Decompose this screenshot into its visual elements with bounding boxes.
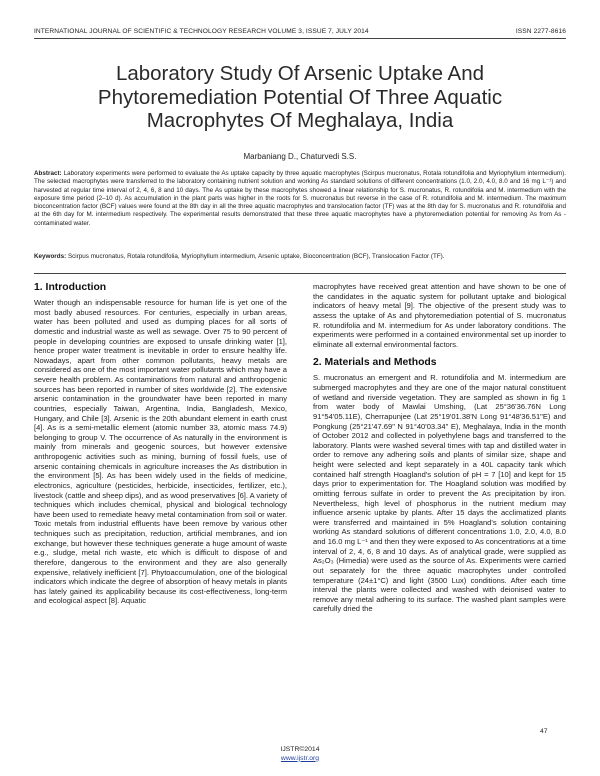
paper-title: Laboratory Study Of Arsenic Uptake And Phytoremediation Potential Of Three Aquatic Macrophytes Of Meghalaya, India [97, 62, 503, 132]
abstract-rule [34, 273, 566, 274]
intro-continued: macrophytes have received great attention and have shown to be one of the candidates in the aquatic system for pollutant uptake and biological indicators of heavy metal [9]. The objective of the present study was to assess the uptake of As and phytoremediation potential of S. mucronatus R. rotundifolia and M. intermedium for As under laboratory conditions. The experiments were performed in a contained environmental set up inorder to eliminate all external environmental factors. [313, 282, 566, 349]
footer-url[interactable]: www.ijstr.org [280, 754, 320, 762]
methods-heading: 2. Materials and Methods [313, 357, 437, 369]
journal-name: INTERNATIONAL JOURNAL OF SCIENTIFIC & TECHNOLOGY RESEARCH VOLUME 3, ISSUE 7, JULY 2014 [34, 28, 369, 35]
intro-body: Water though an indispensable resource for human life is yet one of the most badly abused resources. For centuries, especially in urban areas, water has been polluted and used as dumping places for all sorts of domestic and industrial waste as well as sewage. Over 75 to 90 percent of people in developing countries are exposed to unsafe drinking water [1], hence proper water treatment is inevitable in order to ensure healthy life. Nowadays, apart from other common pollutants, heavy metals are considered as one of the most important water pollutants which may have a severe health problem. As contaminations from natural and anthropogenic sources has been reported in number of sites worldwide [2]. The extensive arsenic contamination in the groundwater have been reported in many countries, especially Taiwan, Argentina, India, Bangladesh, Mexico, Hungary, and Chile [3]. Arsenic is the 20th abundant element in earth crust [4]. As is a semi-metallic element (atomic number 33, atomic mass 74.9) belonging to group V. The occurrence of As naturally in the environment is mainly from minerals and geogenic sources, but however extensive anthropogenic activities such as mining, burning of fossil fuels, use of arsenic containing chemicals in agriculture increases the As distribution in the environment [5]. As has been widely used in the fields of medicine, electronics, agriculture (pesticides, herbicide, insecticides, fertilizer, etc.), livestock (cattle and sheep dips), and as wood preservatives [6]. A variety of techniques which includes chemical, physical and biological technology have been used to remediate heavy metal contamination from soil or water. Toxic metals from industrial effluents have been remove by various other techniques such as precipitation, reduction, artificial membranes, and ion exchange, but however these techniques generate a huge amount of waste e.g., sludge, metal rich waste, etc which is difficult to dispose of and therefore, dangerous to the environment and they are also generally expensive, relatively inefficient [7]. Phytoaccumulation, one of the biological indicators which indicate the degree of absorption of heavy metals in plants has lately gained its applicability because its cost-effectiveness, long-term and ecological aspect [8]. Aquatic [34, 298, 287, 606]
abstract [34, 170, 566, 228]
page-number: 47 [540, 728, 548, 735]
keywords [34, 253, 566, 261]
footer-code: IJSTR©2014 [280, 746, 320, 753]
header-rule [34, 38, 566, 39]
right-column [313, 282, 566, 614]
abstract-text: Laboratory experiments were performed to evaluate the As uptake capacity by three aquatic macrophytes (Scirpus mucronatus, Rotala rotundifolia and Myriophyllum intermedium). The selected macrophytes were transferred to the laboratory containing nutrient solution and working As standard solutions of different concentrations (1.0, 2.0, 4.0, 8.0 and 16 mg L⁻¹) and harvested at regular time interval of 2, 4, 6, 8 and 10 days. The As uptake by these macrophytes showed a linear relationship for S. mucronatus, R. rotundifolia and M. intermedium with the exposure time period (2–10 d). As accumulation in the plant parts was higher in the roots for S. mucronatus but reverse in the case of R. rotundifolia and M. intermedium. The maximum bioconcentration factor (BCF) values were found at the 8th day in all the three aquatic macrophytes and translocation factor (TF) was at the 8th day for S. mucronatus and R. rotundifolia and at the 6th day for M. intermedium respectively. The experimental results demonstrated that these three aquatic macrophytes have a phytoremediation potential for removing As from As -contaminated water. [34, 170, 567, 227]
keywords-text: Scirpus mucronatus, Rotala rotundifolia, Myriophyllum intermedium, Arsenic uptake, Bioconcentration (BCF), Translocation Factor (TF). [67, 253, 445, 260]
issn: ISSN 2277-8616 [515, 28, 566, 35]
abstract-label: Abstract: [34, 170, 62, 177]
keywords-label: Keywords: [34, 253, 67, 260]
journal-header [34, 28, 566, 35]
footer [0, 746, 600, 764]
intro-heading: 1. Introduction [34, 282, 107, 293]
methods-body: S. mucronatus an emergent and R. rotundifolia and M. intermedium are submerged macrophytes and they are one of the major natural constituent of wetland and riverside vegetation. They are sampled as shown in fig 1 from water body of Mawlai Umshing, (Lat 25°36'36.76N Long 91°54'05.11E), Cherrapunjee (Lat 25°19'01.38'N Long 91°48'36.51"E) and Pongkung (25°21'47.69" N 91°40'03.34" E), Meghalaya, India in the month of October 2012 and collected in polyethylene bags and transferred to the laboratory. Plants were washed several times with tap and distilled water in order to remove any adhering soils and plants of similar size, shape and height were selected and kept separately in a 40L capacity tank which contained half strength Hoagland's solution of pH = 7 [10] and kept for 15 days prior to experimentation for. The Hoagland solution was modified by omitting ferrous sulfate in order to prevent the As precipitation by iron. Nevertheless, high level of phosphorus in the nutrient medium may influence arsenic uptake by plants. After 15 days the acclimatized plants were transferred and maintained in 5% Hoagland's solution containing working As standard solutions of different concentrations 1.0, 2.0, 4.0, 8.0 and 16.0 mg L⁻¹ and then they were exposed to As concentrations at a time interval of 2, 4, 6, 8 and 10 days. As of analytical grade, were supplied as As₂O₃ (Himedia) were used as the source of As. Experiments were carried out separately for the three aquatic macrophytes under controlled temperature (24±1°C) and light (3500 Lux) conditions. After each time interval the plants were collected and washed with deionised water to remove any metal adhering to its surface. The washed plant samples were carefully dried the [313, 373, 566, 614]
left-column [34, 282, 287, 606]
authors: Marbaniang D., Chaturvedi S.S. [243, 152, 357, 161]
